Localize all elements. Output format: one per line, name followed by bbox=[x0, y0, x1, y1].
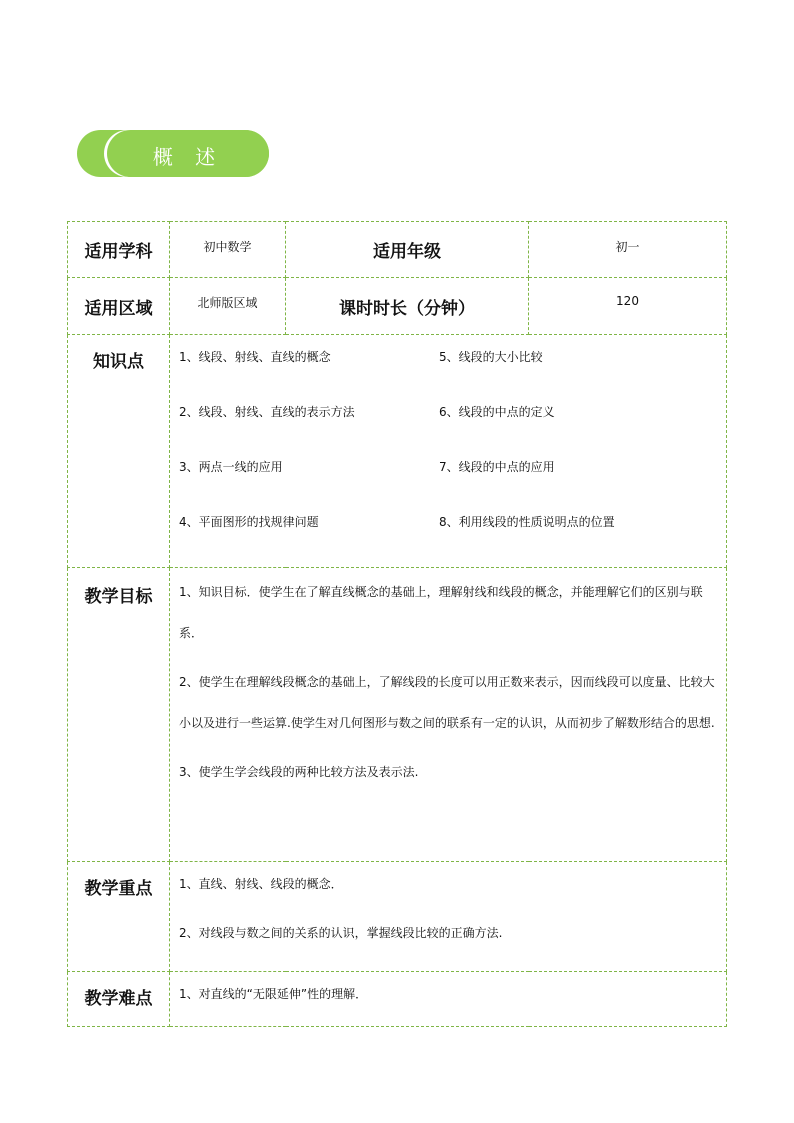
difficulty-row bbox=[68, 972, 727, 1027]
duration-label: 课时时长（分钟） bbox=[286, 278, 529, 335]
key-row bbox=[68, 862, 727, 972]
goals-cell bbox=[170, 568, 727, 862]
difficulty-cell bbox=[170, 972, 727, 1027]
knowledge-item: 8、利用线段的性质说明点的位置 bbox=[439, 515, 615, 529]
knowledge-item: 3、两点一线的应用 bbox=[179, 460, 283, 474]
goals-list bbox=[170, 568, 726, 793]
region-row bbox=[68, 278, 727, 335]
overview-header bbox=[77, 130, 269, 177]
knowledge-item: 4、平面图形的找规律问题 bbox=[179, 515, 319, 529]
header-pill-front bbox=[107, 130, 269, 177]
difficulty-text: 1、对直线的“无限延伸”性的理解． bbox=[179, 987, 368, 1001]
region-label: 适用区域 bbox=[68, 278, 170, 335]
grade-value: 初一 bbox=[529, 222, 727, 278]
goals-label: 教学目标 bbox=[68, 568, 170, 862]
subject-label: 适用学科 bbox=[68, 222, 170, 278]
knowledge-cell bbox=[170, 335, 727, 568]
goal-item: 2、使学生在理解线段概念的基础上，了解线段的长度可以用正数来表示，因而线段可以度量、比较大小以及进行一些运算.使学生对几何图形与数之间的联系有一定的认识，从而初步了解数形结合的思想. bbox=[179, 675, 715, 730]
knowledge-item: 7、线段的中点的应用 bbox=[439, 460, 555, 474]
key-cell bbox=[170, 862, 727, 972]
grade-label: 适用年级 bbox=[286, 222, 529, 278]
goal-item: 1、知识目标．使学生在了解直线概念的基础上，理解射线和线段的概念，并能理解它们的区别与联系． bbox=[179, 585, 703, 640]
knowledge-item: 2、线段、射线、直线的表示方法 bbox=[179, 405, 355, 419]
difficulty-label: 教学难点 bbox=[68, 972, 170, 1027]
goal-item: 3、使学生学会线段的两种比较方法及表示法. bbox=[179, 765, 419, 779]
key-item: 2、对线段与数之间的关系的认识，掌握线段比较的正确方法. bbox=[179, 926, 503, 940]
subject-value: 初中数学 bbox=[170, 222, 286, 278]
knowledge-item: 5、线段的大小比较 bbox=[439, 350, 543, 364]
goals-row bbox=[68, 568, 727, 862]
knowledge-label: 知识点 bbox=[68, 335, 170, 568]
knowledge-list bbox=[170, 335, 726, 567]
region-value: 北师版区域 bbox=[170, 278, 286, 335]
knowledge-row bbox=[68, 335, 727, 568]
key-label: 教学重点 bbox=[68, 862, 170, 972]
key-item: 1、直线、射线、线段的概念． bbox=[179, 877, 343, 891]
header-title: 概 述 bbox=[152, 145, 224, 169]
subject-row bbox=[68, 222, 727, 278]
course-info-table bbox=[67, 221, 727, 1027]
knowledge-item: 1、线段、射线、直线的概念 bbox=[179, 350, 331, 364]
knowledge-item: 6、线段的中点的定义 bbox=[439, 405, 555, 419]
duration-value: 120 bbox=[529, 278, 727, 335]
key-list bbox=[170, 862, 726, 954]
